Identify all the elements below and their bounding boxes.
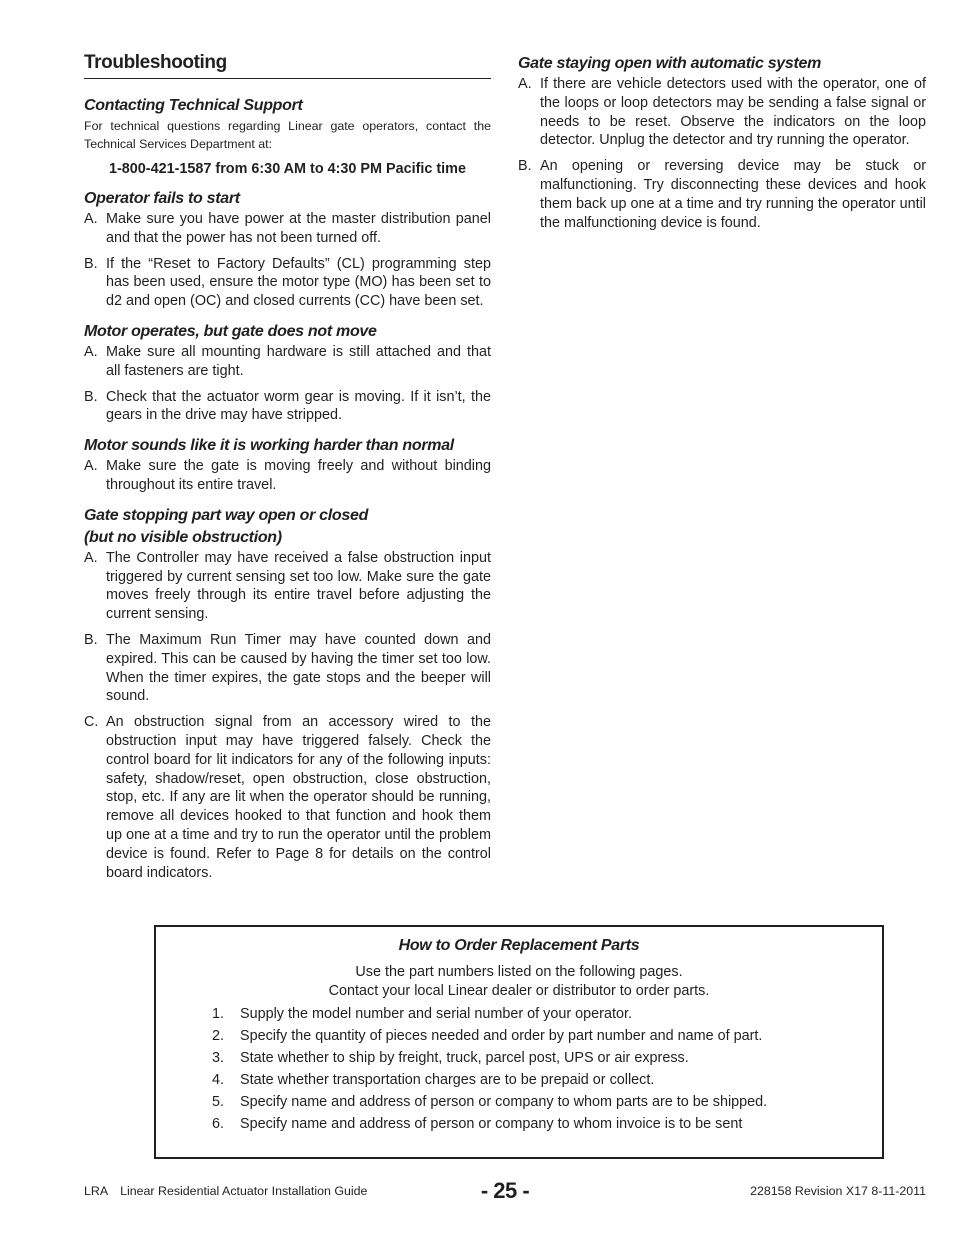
- parts-box-title: How to Order Replacement Parts: [398, 937, 640, 954]
- list-item: [84, 343, 491, 381]
- support-heading: Contacting Technical Support: [84, 97, 303, 114]
- right-column: [518, 53, 926, 232]
- list-item: [84, 210, 491, 248]
- parts-step: [212, 1069, 862, 1091]
- step-text: State whether to ship by freight, truck, parcel post, UPS or air express.: [240, 1050, 689, 1066]
- section-heading: Motor sounds like it is working harder than normal: [84, 437, 454, 455]
- list-item: [84, 457, 491, 495]
- step-text: Specify name and address of person or company to whom parts are to be shipped.: [240, 1094, 768, 1110]
- parts-step: [212, 1091, 862, 1113]
- item-letter: A.: [84, 211, 98, 227]
- item-text: The Controller may have received a false obstruction input triggered by current sensing set too low. Make sure the gate moves freely through its entire travel before adjusting the current sensing.: [106, 549, 491, 623]
- item-letter: A.: [84, 549, 98, 566]
- item-letter: A.: [518, 76, 532, 92]
- item-text: The Maximum Run Timer may have counted down and expired. This can be caused by having the timer set too low. When the timer expires, the gate stops and the beeper will sound.: [106, 631, 491, 705]
- step-number: 1.: [212, 1006, 225, 1022]
- section-motor-operates: [84, 321, 491, 425]
- item-text: Make sure the gate is moving freely and without binding throughout its entire travel.: [106, 458, 491, 493]
- step-number: 3.: [212, 1050, 225, 1066]
- step-number: 5.: [212, 1094, 225, 1110]
- footer-revision: 228158 Revision X17 8-11-2011: [750, 1184, 926, 1198]
- item-letter: A.: [84, 458, 98, 475]
- list-item: [84, 713, 491, 882]
- footer-product-code: LRA: [84, 1184, 109, 1198]
- step-text: Specify the quantity of pieces needed and order by part number and name of part.: [240, 1028, 763, 1044]
- section-operator-fails: [84, 188, 491, 311]
- item-text: An obstruction signal from an accessory wired to the obstruction input may have triggered falsely. Check the control board for lit indicators for any of the following inputs: safety, shadow/reset, open obstruction, close obstruction, stop, etc. If any are lit when the operator should be running, remove all devices hooked to that function and hook them up one at a time and try to run the operator until the problem device is found. Refer to Page 8 for details on the control board indicators.: [106, 714, 491, 881]
- step-number: 6.: [212, 1116, 225, 1132]
- item-letter: C.: [84, 714, 99, 731]
- parts-box-intro: [156, 963, 882, 1000]
- list-item: [84, 255, 491, 311]
- page-title: Troubleshooting: [84, 52, 491, 79]
- support-phone: 1-800-421-1587 from 6:30 AM to 4:30 PM Pacific time: [109, 161, 466, 177]
- item-letter: B.: [84, 388, 98, 405]
- parts-step: [212, 1047, 862, 1069]
- support-section: [84, 95, 491, 179]
- section-motor-sounds: [84, 435, 491, 495]
- page-footer: [84, 1180, 926, 1204]
- item-text: An opening or reversing device may be stuck or malfunctioning. Try disconnecting these devices and hook them back up one at a time and try running the operator until the malfunctioning device is found.: [540, 158, 926, 231]
- step-text: State whether transportation charges are to be prepaid or collect.: [240, 1072, 655, 1088]
- item-letter: B.: [518, 158, 532, 175]
- section-heading: Motor operates, but gate does not move: [84, 322, 377, 340]
- step-number: 2.: [212, 1028, 225, 1044]
- support-text: For technical questions regarding Linear gate operators, contact the Technical Services Department at:: [84, 119, 491, 151]
- item-text: If the “Reset to Factory Defaults” (CL) programming step has been used, ensure the motor type (MO) has been set to d2 and open (OC) and closed currents (CC) have been set.: [106, 255, 491, 310]
- step-text: Supply the model number and serial number of your operator.: [240, 1006, 632, 1022]
- section-heading: Gate stopping part way open or closed: [84, 506, 369, 524]
- parts-intro-line: Contact your local Linear dealer or distributor to order parts.: [328, 982, 710, 999]
- step-number: 4.: [212, 1072, 225, 1088]
- section-gate-stopping: [84, 505, 491, 883]
- item-text: If there are vehicle detectors used with the operator, one of the loops or loop detectors may be sending a false signal or needs to be reset. Observe the indicators on the loop detector. Unplug the detector and try running the operator.: [540, 76, 926, 149]
- parts-steps-list: [212, 1003, 862, 1135]
- left-column: [84, 52, 491, 882]
- section-heading-line2: (but no visible obstruction): [84, 528, 282, 546]
- item-text: Check that the actuator worm gear is moving. If it isn’t, the gears in the drive may have stripped.: [106, 388, 491, 424]
- list-item: [518, 75, 926, 150]
- section-heading: Gate staying open with automatic system: [518, 55, 822, 72]
- parts-step: [212, 1003, 862, 1025]
- list-item: [84, 631, 491, 706]
- item-letter: A.: [84, 343, 98, 360]
- item-text: Make sure all mounting hardware is still attached and that all fasteners are tight.: [106, 343, 491, 379]
- list-item: [84, 549, 491, 624]
- parts-step: [212, 1113, 862, 1135]
- footer-guide-name: Linear Residential Actuator Installation Guide: [120, 1184, 368, 1198]
- page-number: - 25 -: [480, 1178, 530, 1203]
- list-item: [84, 388, 491, 426]
- replacement-parts-box: [154, 925, 884, 1159]
- item-letter: B.: [84, 631, 98, 648]
- list-item: [518, 157, 926, 232]
- item-letter: B.: [84, 255, 98, 272]
- parts-step: [212, 1025, 862, 1047]
- parts-intro-line: Use the part numbers listed on the following pages.: [355, 964, 683, 980]
- section-heading: Operator fails to start: [84, 190, 240, 207]
- item-text: Make sure you have power at the master distribution panel and that the power has not been turned off.: [106, 211, 491, 246]
- step-text: Specify name and address of person or company to whom invoice is to be sent: [240, 1116, 743, 1132]
